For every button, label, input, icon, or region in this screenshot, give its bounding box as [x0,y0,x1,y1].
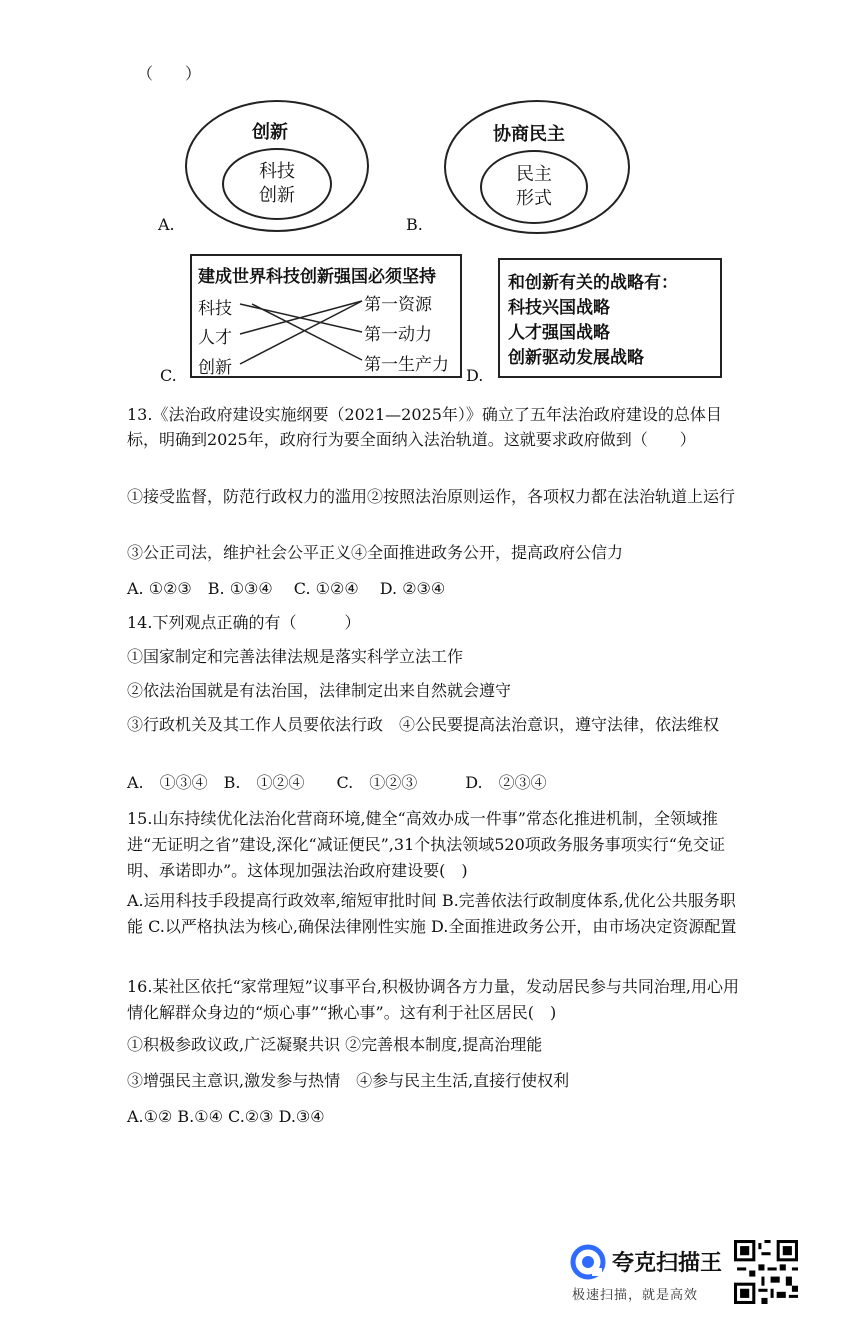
q12-option-b-inner-ellipse [480,150,588,224]
q12-option-a-inner-ellipse [222,148,332,220]
q12-option-c-title: 建成世界科技创新强国必须坚持 [198,267,436,287]
q12-option-b-inner-line2: 形式 [516,188,552,209]
q12-option-a-inner-line2: 创新 [259,185,295,206]
quark-logo-icon [570,1244,606,1280]
q16-statement-1-2: ①积极参政议政,广泛凝聚共识 ②完善根本制度,提高治理能 [127,1035,543,1054]
q16-stem: 16.某社区依托“家常理短”议事平台,积极协调各方力量，发动居民参与共同治理,用心用情化解群众身边的“烦心事”“揪心事”。这有利于社区居民( ) [127,977,739,1022]
q12-answer-paren: （ ） [137,64,202,83]
connector-line-3 [240,301,362,364]
q14-stem: 14.下列观点正确的有（ ） [127,613,361,632]
q13-statement-3-4: ③公正司法，维护社会公平正义④全面推进政务公开，提高政府公信力 [127,543,624,562]
q12-option-c-left-2: 人才 [198,328,232,348]
q14-statement-3-4: ③行政机关及其工作人员要依法行政 ④公民要提高法治意识，遵守法律，依法维权 [127,715,720,734]
q13-options: A. ①②③ B. ①③④ C. ①②④ D. ②③④ [127,579,446,598]
q12-option-d-line1: 和创新有关的战略有： [508,273,678,293]
scanner-watermark [570,1240,810,1310]
q12-option-d-line3: 人才强国战略 [508,323,610,343]
connector-line-4 [252,304,362,360]
q12-option-c-right-1: 第一资源 [364,295,432,315]
q14-statement-2: ②依法治国就是有法治国，法律制定出来自然就会遵守 [127,681,512,700]
q16-statement-3-4: ③增强民主意识,激发参与热情 ④参与民主生活,直接行使权利 [127,1071,570,1090]
q12-option-b-inner-line1: 民主 [516,164,552,185]
q12-option-a-inner-line1: 科技 [259,161,295,182]
watermark-slogan: 极速扫描，就是高效 [572,1288,699,1303]
q12-option-d-box [498,258,722,378]
watermark-brand: 夸克扫描王 [612,1251,723,1276]
q12-option-c-left-1: 科技 [198,299,232,319]
q12-option-c-right-2: 第一动力 [364,325,432,345]
q12-option-b-outer-label: 协商民主 [493,124,565,145]
q13-stem: 13.《法治政府建设实施纲要（2021—2025年）》确立了五年法治政府建设的总体目标，明确到2025年，政府行为要全面纳入法治轨道。这就要求政府做到（ ） [127,405,722,449]
q15-options: A.运用科技手段提高行政效率,缩短审批时间 B.完善依法行政制度体系,优化公共服务职能 C.以严格执法为核心,确保法律刚性实施 D.全面推进政务公开，由市场决定资源配置 [127,891,737,936]
q12-option-c-right-3: 第一生产力 [364,355,449,375]
q12-option-d-label: D. [466,366,484,385]
q12-option-d-line2: 科技兴国战略 [508,298,610,318]
q16-options: A.①② B.①④ C.②③ D.③④ [127,1107,325,1126]
q12-option-c-label: C. [160,366,177,385]
q13-statement-1-2: ①接受监督，防范行政权力的滥用②按照法治原则运作，各项权力都在法治轨道上运行 [127,487,736,506]
q12-option-d-line4: 创新驱动发展战略 [508,348,644,368]
q12-option-c-left-3: 创新 [198,358,232,378]
q12-option-a-label: A. [158,215,175,234]
q15-stem: 15.山东持续优化法治化营商环境,健全“高效办成一件事”常态化推进机制，全领域推进“无证明之省”建设,深化“减证便民”,31个执法领域520项政务服务事项实行“免交证明、承诺即办”。这体现加强法治政府建设要( ) [127,809,725,880]
q12-option-c-box [190,254,462,378]
q12-option-a-outer-label: 创新 [252,122,288,143]
q14-statement-1: ①国家制定和完善法律法规是落实科学立法工作 [127,647,464,666]
qr-code-icon [734,1240,798,1304]
q14-options: A. ①③④ B. ①②④ C. ①②③ D. ②③④ [127,773,547,792]
q12-option-c-connector-lines [192,256,460,376]
q12-option-b-label: B. [406,215,423,234]
